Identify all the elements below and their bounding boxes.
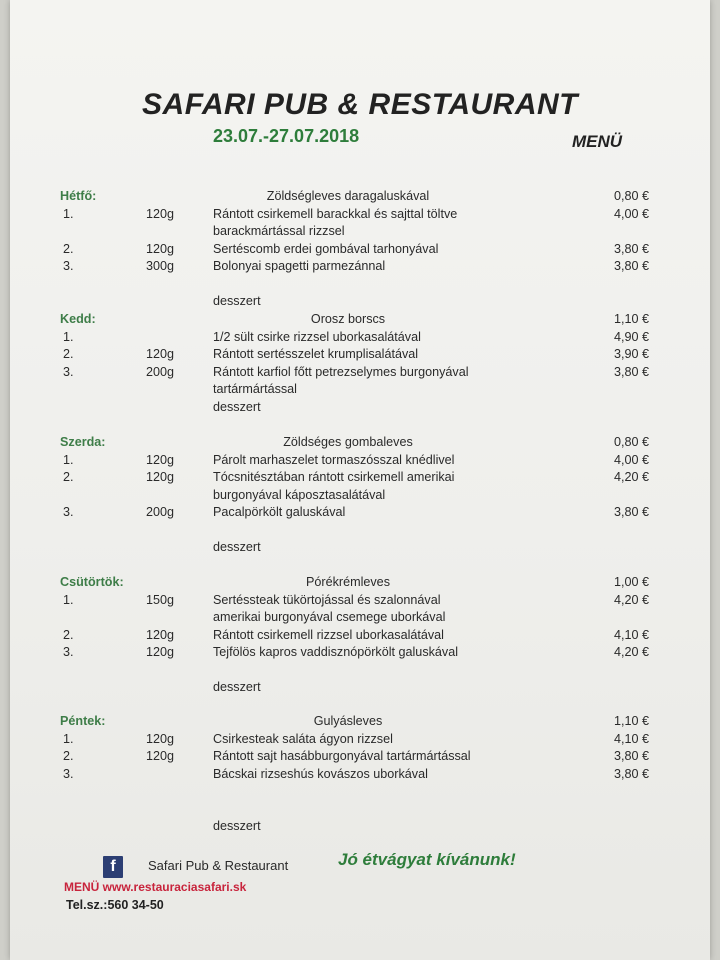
item-weight: 200g [146,364,175,379]
item-price: 3,80 € [614,749,650,763]
item-number: 2. [63,749,74,763]
menu-item-row [0,766,720,784]
item-dish: Tejfölös kapros vaddisznópörkölt galuskával [213,645,459,659]
soup-name: Pórékrémleves [306,575,390,589]
item-price: 4,90 € [614,329,650,344]
item-price: 3,90 € [614,347,650,361]
item-price: 3,80 € [614,241,650,256]
footer-website: MENÜ www.restauraciasafari.sk [64,880,247,894]
item-price: 4,20 € [614,592,650,607]
dessert-label: desszert [213,819,261,833]
menu-item-row [0,644,720,662]
item-price: 4,00 € [614,452,650,467]
item-weight: 120g [146,731,175,746]
soup-name: Zöldségleves daragaluskával [266,189,430,203]
item-number: 1. [63,592,74,607]
facebook-icon: f [103,856,123,878]
item-price: 3,80 € [614,259,650,273]
dessert-label: desszert [213,294,261,308]
menu-item-continuation [0,223,720,241]
dessert-label: desszert [213,680,261,694]
spacer [0,783,720,801]
item-dish: Rántott sajt hasábburgonyával tartármártással [213,749,471,763]
item-dish-line2: amerikai burgonyával csemege uborkával [213,610,446,624]
spacer [0,522,720,540]
soup-name: Gulyásleves [313,714,383,728]
soup-row [0,574,720,592]
item-price: 3,80 € [614,766,650,781]
item-weight: 120g [146,206,175,221]
day-label: Csütörtök: [60,575,124,589]
item-weight: 200g [146,505,175,519]
day-block-monday [0,188,720,311]
item-number: 3. [63,259,74,273]
soup-row [0,311,720,329]
menu-label: MENÜ [572,132,623,151]
menu-item-row [0,592,720,610]
soup-name: Orosz borscs [310,312,386,326]
menu-item-row [0,627,720,645]
spacer [0,276,720,294]
item-weight: 120g [146,470,175,484]
item-number: 3. [63,364,74,379]
menu-item-row [0,241,720,259]
dessert-row [0,399,720,417]
dessert-row [0,679,720,697]
menu-item-row [0,258,720,276]
item-dish: Rántott csirkemell rizzsel uborkasalátával [213,627,444,642]
item-dish-line2: tartármártással [213,382,297,396]
day-block-friday [0,713,720,836]
item-number: 1. [63,206,74,221]
item-dish: Bolonyai spagetti parmezánnal [213,259,386,273]
dessert-label: desszert [213,399,261,414]
item-dish: 1/2 sült csirke rizzsel uborkasalátával [213,329,421,344]
item-dish: Rántott csirkemell barackkal és sajttal töltve [213,206,458,221]
soup-name: Zöldséges gombaleves [283,435,413,449]
item-dish: Csirkesteak saláta ágyon rizzsel [213,731,393,746]
day-label: Szerda: [60,435,106,449]
menu-item-row [0,329,720,347]
menu-item-continuation [0,487,720,505]
item-number: 1. [63,329,74,344]
item-price: 4,20 € [614,645,650,659]
footer-phone: Tel.sz.:560 34-50 [66,898,164,912]
item-price: 3,80 € [614,364,650,379]
day-block-tuesday [0,311,720,416]
day-label: Kedd: [60,312,96,326]
footer-restaurant-name: Safari Pub & Restaurant [148,858,289,873]
item-dish: Pacalpörkölt galuskával [213,505,346,519]
item-weight: 120g [146,347,175,361]
item-price: 4,10 € [614,627,650,642]
item-price: 3,80 € [614,505,650,519]
menu-item-row [0,731,720,749]
menu-dates: 23.07.-27.07.2018 [213,126,360,146]
item-price: 4,10 € [614,731,650,746]
day-block-thursday [0,574,720,697]
soup-price: 1,10 € [614,312,650,326]
spacer [0,662,720,680]
menu-item-continuation [0,381,720,399]
item-dish-line2: burgonyával káposztasalátával [213,487,386,502]
item-number: 2. [63,470,74,484]
soup-price: 1,00 € [614,575,650,589]
item-number: 3. [63,766,74,781]
menu-item-row [0,364,720,382]
dessert-row [0,293,720,311]
item-dish-line2: barackmártással rizzsel [213,224,345,238]
menu-item-row [0,504,720,522]
restaurant-title: SAFARI PUB & RESTAURANT [142,88,578,121]
item-number: 2. [63,347,74,361]
item-dish: Tócsnitésztában rántott csirkemell amerikai [213,470,455,484]
item-dish: Rántott sertésszelet krumplisalátával [213,347,419,361]
footer-slogan: Jó étvágyat kívánunk! [338,850,516,869]
soup-price: 0,80 € [614,435,650,449]
menu-item-row [0,469,720,487]
soup-row [0,434,720,452]
item-weight: 150g [146,592,175,607]
item-dish: Sertéscomb erdei gombával tarhonyával [213,241,439,256]
item-price: 4,20 € [614,470,650,484]
item-dish: Rántott karfiol főtt petrezselymes burgonyával [213,364,469,379]
day-block-wednesday [0,434,720,557]
item-weight: 120g [146,627,175,642]
dessert-row [0,818,720,836]
soup-price: 0,80 € [614,189,650,203]
menu-item-continuation [0,609,720,627]
item-weight: 120g [146,452,175,467]
soup-price: 1,10 € [614,714,650,728]
item-weight: 120g [146,645,175,659]
item-weight: 120g [146,749,175,763]
menu-item-row [0,748,720,766]
spacer [0,801,720,819]
menu-item-row [0,206,720,224]
soup-row [0,713,720,731]
soup-row [0,188,720,206]
day-label: Hétfő: [60,189,97,203]
menu-item-row [0,346,720,364]
item-number: 3. [63,505,74,519]
item-dish: Bácskai rizseshús kovászos uborkával [213,766,428,781]
item-weight: 120g [146,241,175,256]
item-dish: Párolt marhaszelet tormaszósszal knédlivel [213,452,455,467]
item-dish: Sertéssteak tükörtojással és szalonnával [213,592,441,607]
item-number: 3. [63,645,74,659]
dessert-row [0,539,720,557]
item-price: 4,00 € [614,206,650,221]
menu-item-row [0,452,720,470]
day-label: Péntek: [60,714,106,728]
item-number: 2. [63,627,74,642]
item-weight: 300g [146,259,175,273]
item-number: 2. [63,241,74,256]
item-number: 1. [63,731,74,746]
item-number: 1. [63,452,74,467]
dessert-label: desszert [213,540,261,554]
